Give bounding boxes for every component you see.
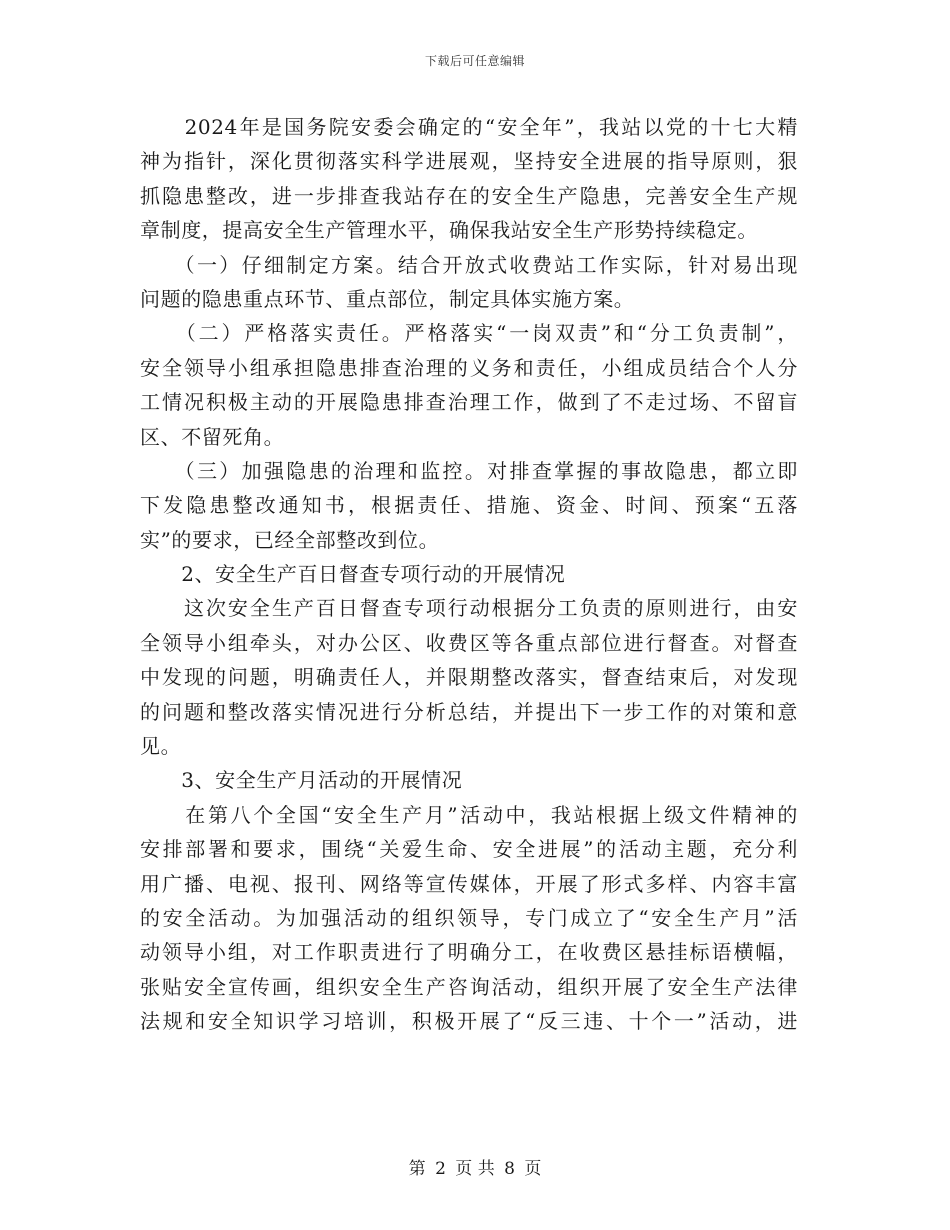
page-footer — [0, 1154, 950, 1179]
text-line: 安排部署和要求，围绕“关爱生命、安全进展”的活动主题，充分利 — [140, 837, 798, 862]
footer-page-number: 2 — [435, 1159, 446, 1179]
text-line: 3、安全生产月活动的开展情况 — [140, 768, 463, 793]
footer-suffix: 页 — [524, 1159, 542, 1179]
text-line: 在第八个全国“安全生产月”活动中，我站根据上级文件精神的 — [140, 802, 798, 827]
text-line: （二）严格落实责任。严格落实“一岗双责”和“分工负责制”， — [140, 321, 798, 346]
footer-middle: 页 共 — [455, 1159, 495, 1179]
text-line: 用广播、电视、报刊、网络等宣传媒体，开展了形式多样、内容丰富 — [140, 871, 798, 896]
text-line: 2024年是国务院安委会确定的“安全年”，我站以党的十七大精 — [140, 115, 798, 139]
text-line: 全领导小组牵头，对办公区、收费区等各重点部位进行督查。对督查 — [140, 630, 798, 655]
footer-total-pages: 8 — [504, 1159, 515, 1179]
text-line: 动领导小组，对工作职责进行了明确分工，在收费区悬挂标语横幅， — [140, 940, 798, 965]
document-body — [140, 110, 798, 1039]
text-line: 章制度，提高安全生产管理水平，确保我站安全生产形势持续稳定。 — [140, 218, 758, 243]
text-line: （一）仔细制定方案。结合开放式收费站工作实际，针对易出现 — [140, 252, 798, 277]
text-line: 安全领导小组承担隐患排查治理的义务和责任，小组成员结合个人分 — [140, 355, 798, 380]
text-line: 的问题和整改落实情况进行分析总结，并提出下一步工作的对策和意 — [140, 699, 798, 724]
text-line: 的安全活动。为加强活动的组织领导，专门成立了“安全生产月”活 — [140, 905, 798, 930]
text-line: 神为指针，深化贯彻落实科学进展观，坚持安全进展的指导原则，狠 — [140, 149, 798, 174]
text-line: 抓隐患整改，进一步排查我站存在的安全生产隐患，完善安全生产规 — [140, 183, 798, 208]
text-line: 实”的要求，已经全部整改到位。 — [140, 527, 440, 552]
page-header: 下载后可任意编辑 — [424, 54, 525, 68]
text-line: 问题的隐患重点环节、重点部位，制定具体实施方案。 — [140, 286, 635, 311]
footer-prefix: 第 — [408, 1159, 426, 1179]
text-line: 工情况积极主动的开展隐患排查治理工作，做到了不走过场、不留盲 — [140, 390, 798, 415]
text-line: 张贴安全宣传画，组织安全生产咨询活动，组织开展了安全生产法律 — [140, 974, 798, 999]
text-line: 这次安全生产百日督查专项行动根据分工负责的原则进行，由安 — [140, 596, 798, 621]
text-line: 中发现的问题，明确责任人，并限期整改落实，督查结束后，对发现 — [140, 665, 798, 690]
text-line: 见。 — [140, 734, 182, 759]
text-line: 法规和安全知识学习培训，积极开展了“反三违、十个一”活动，进 — [140, 1009, 798, 1034]
text-line: 区、不留死角。 — [140, 424, 285, 449]
text-line: 2、安全生产百日督查专项行动的开展情况 — [140, 562, 566, 587]
text-line: （三）加强隐患的治理和监控。对排查掌握的事故隐患，都立即 — [140, 458, 798, 483]
text-line: 下发隐患整改通知书，根据责任、措施、资金、时间、预案“五落 — [140, 493, 798, 518]
